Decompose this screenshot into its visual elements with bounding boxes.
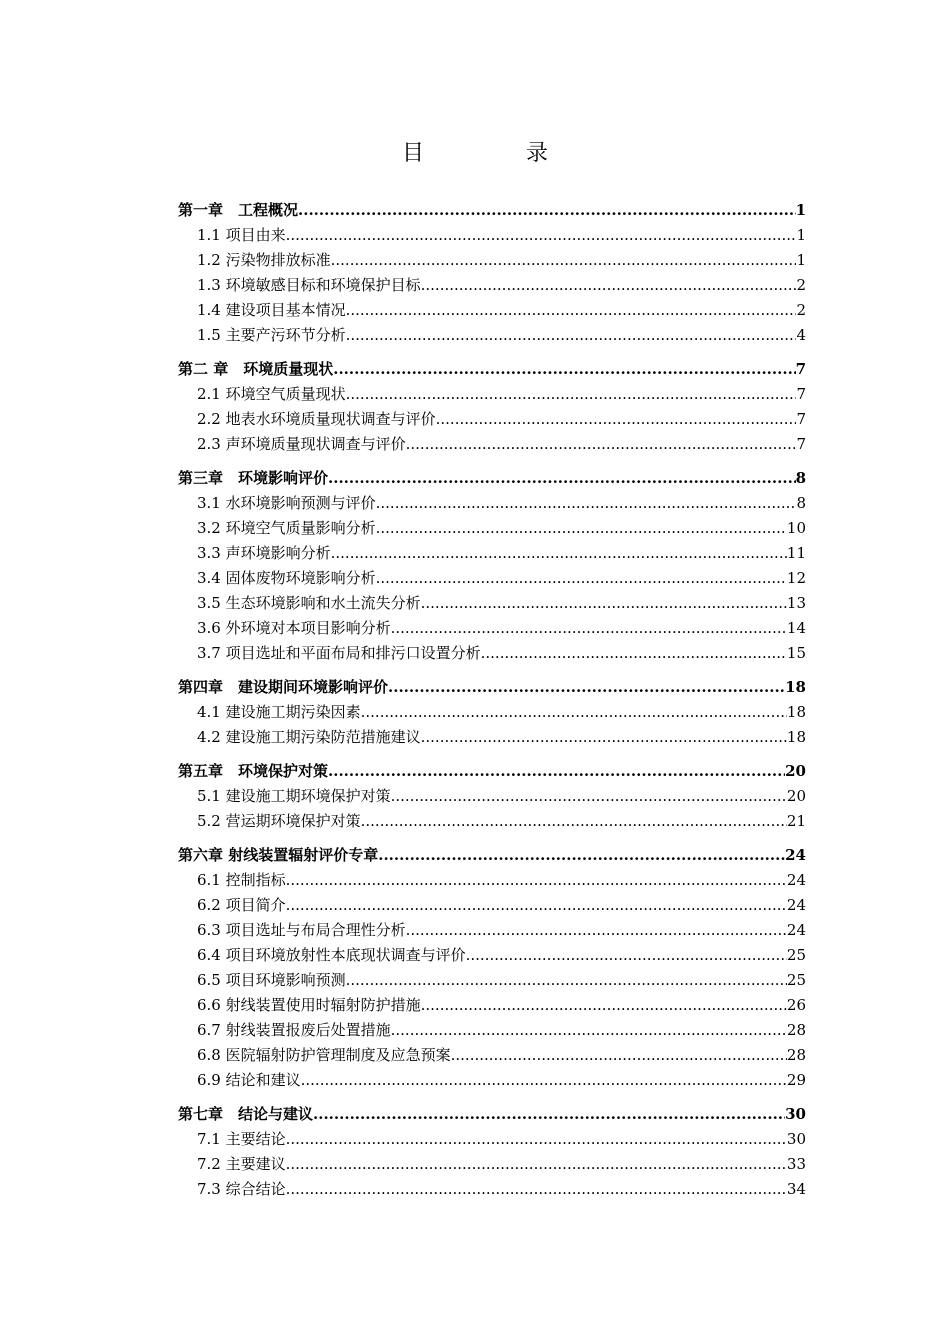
toc-section-entry-page-number: 2: [796, 276, 806, 294]
dot-leader: [378, 843, 785, 868]
toc-chapter-entry-page-number: 24: [785, 846, 806, 864]
dot-leader: [346, 298, 797, 323]
toc-section-entry-page-number: 12: [786, 569, 806, 587]
toc-section-entry-label: 1.5 主要产污环节分析: [197, 326, 346, 344]
dot-leader: [466, 943, 787, 968]
toc-section-entry-label: 5.1 建设施工期环境保护对策: [197, 787, 391, 805]
dot-leader: [406, 432, 797, 457]
toc-section-entry-page-number: 1: [796, 251, 806, 269]
toc-section-entry[interactable]: [178, 725, 806, 750]
dot-leader: [376, 566, 787, 591]
toc-chapter-entry-page-number: 30: [785, 1105, 806, 1123]
dot-leader: [286, 1127, 787, 1152]
toc-section-entry-label: 3.2 环境空气质量影响分析: [197, 519, 376, 537]
toc-chapter-entry[interactable]: [178, 466, 806, 491]
dot-leader: [376, 491, 797, 516]
toc-section-entry[interactable]: [178, 382, 806, 407]
toc-section-entry-label: 3.6 外环境对本项目影响分析: [197, 619, 391, 637]
toc-section-entry-page-number: 8: [796, 494, 806, 512]
dot-leader: [286, 868, 787, 893]
dot-leader: [346, 323, 797, 348]
toc-section-entry[interactable]: [178, 432, 806, 457]
toc-chapter-entry-label: 第三章 环境影响评价: [178, 469, 329, 487]
toc-chapter-entry[interactable]: [178, 198, 806, 223]
toc-section-entry-page-number: 15: [786, 644, 806, 662]
toc-section-entry-page-number: 24: [786, 921, 806, 939]
dot-leader: [406, 918, 787, 943]
toc-section-entry-label: 6.4 项目环境放射性本底现状调查与评价: [197, 946, 466, 964]
dot-leader: [286, 893, 787, 918]
toc-section-entry-page-number: 4: [796, 326, 806, 344]
toc-section-entry[interactable]: [178, 541, 806, 566]
dot-leader: [391, 1018, 787, 1043]
toc-section-entry-page-number: 26: [786, 996, 806, 1014]
dot-leader: [376, 516, 787, 541]
toc-title: 目 录: [401, 141, 588, 166]
toc-section-entry[interactable]: [178, 298, 806, 323]
dot-leader: [421, 993, 787, 1018]
dot-leader: [481, 641, 787, 666]
toc-section-entry-page-number: 18: [786, 703, 806, 721]
dot-leader: [391, 616, 787, 641]
toc-section-entry-label: 6.7 射线装置报废后处置措施: [197, 1021, 391, 1039]
toc-section-entry-label: 7.1 主要结论: [197, 1130, 286, 1148]
table-of-contents: [178, 198, 806, 1202]
toc-section-entry-label: 4.1 建设施工期污染因素: [197, 703, 361, 721]
toc-section-entry-label: 6.8 医院辐射防护管理制度及应急预案: [197, 1046, 451, 1064]
toc-chapter-entry-label: 第六章 射线装置辐射评价专章: [178, 846, 379, 864]
toc-section-entry[interactable]: [178, 1152, 806, 1177]
toc-section-entry-label: 1.3 环境敏感目标和环境保护目标: [197, 276, 421, 294]
toc-chapter-entry-label: 第七章 结论与建议: [178, 1105, 314, 1123]
dot-leader: [421, 725, 787, 750]
toc-section-entry-page-number: 14: [786, 619, 806, 637]
dot-leader: [286, 1152, 787, 1177]
toc-section-entry-page-number: 25: [786, 971, 806, 989]
toc-section-entry-label: 6.2 项目简介: [197, 896, 286, 914]
toc-chapter-entry[interactable]: [178, 357, 806, 382]
toc-section-entry[interactable]: [178, 784, 806, 809]
toc-section-entry-label: 3.7 项目选址和平面布局和排污口设置分析: [197, 644, 481, 662]
toc-section-entry-page-number: 2: [796, 301, 806, 319]
toc-section-entry[interactable]: [178, 407, 806, 432]
dot-leader: [286, 223, 797, 248]
toc-section-entry-label: 3.1 水环境影响预测与评价: [197, 494, 376, 512]
toc-section-entry[interactable]: [178, 323, 806, 348]
toc-section-entry-label: 6.6 射线装置使用时辐射防护措施: [197, 996, 421, 1014]
dot-leader: [333, 357, 795, 382]
toc-section-entry-page-number: 25: [786, 946, 806, 964]
dot-leader: [328, 759, 785, 784]
toc-section-entry[interactable]: [178, 491, 806, 516]
toc-section-entry[interactable]: [178, 918, 806, 943]
toc-section-entry-label: 6.1 控制指标: [197, 871, 286, 889]
dot-leader: [421, 591, 787, 616]
toc-section-entry-label: 3.5 生态环境影响和水土流失分析: [197, 594, 421, 612]
toc-section-entry-page-number: 1: [796, 226, 806, 244]
toc-chapter-entry-page-number: 1: [795, 201, 806, 219]
toc-section-entry[interactable]: [178, 248, 806, 273]
toc-section-entry[interactable]: [178, 1068, 806, 1093]
toc-section-entry[interactable]: [178, 809, 806, 834]
toc-chapter-entry-page-number: 7: [795, 360, 806, 378]
toc-section-entry-label: 1.1 项目由来: [197, 226, 286, 244]
toc-section-entry-page-number: 34: [786, 1180, 806, 1198]
toc-section-entry[interactable]: [178, 1127, 806, 1152]
toc-section-entry[interactable]: [178, 968, 806, 993]
dot-leader: [391, 784, 787, 809]
toc-section-entry-page-number: 28: [786, 1021, 806, 1039]
toc-chapter-entry[interactable]: [178, 843, 806, 868]
toc-section-entry[interactable]: [178, 1177, 806, 1202]
toc-section-entry-label: 1.4 建设项目基本情况: [197, 301, 346, 319]
dot-leader: [451, 1043, 787, 1068]
toc-section-entry-page-number: 24: [786, 871, 806, 889]
toc-section-entry-page-number: 30: [786, 1130, 806, 1148]
toc-section-entry-page-number: 33: [786, 1155, 806, 1173]
toc-section-entry[interactable]: [178, 591, 806, 616]
toc-section-entry-label: 3.4 固体废物环境影响分析: [197, 569, 376, 587]
toc-chapter-entry[interactable]: [178, 675, 806, 700]
toc-chapter-entry[interactable]: [178, 1102, 806, 1127]
toc-section-entry-page-number: 11: [786, 544, 806, 562]
toc-section-entry[interactable]: [178, 616, 806, 641]
toc-section-entry[interactable]: [178, 566, 806, 591]
toc-section-entry-page-number: 18: [786, 728, 806, 746]
toc-section-entry-label: 6.9 结论和建议: [197, 1071, 301, 1089]
toc-chapter-entry[interactable]: [178, 759, 806, 784]
toc-section-entry-label: 2.3 声环境质量现状调查与评价: [197, 435, 406, 453]
toc-section-entry-page-number: 13: [786, 594, 806, 612]
toc-section-entry[interactable]: [178, 641, 806, 666]
dot-leader: [388, 675, 785, 700]
toc-section-entry-label: 2.1 环境空气质量现状: [197, 385, 346, 403]
toc-chapter-entry-label: 第二 章 环境质量现状: [178, 360, 334, 378]
dot-leader: [421, 273, 797, 298]
toc-section-entry-label: 7.2 主要建议: [197, 1155, 286, 1173]
dot-leader: [331, 248, 797, 273]
toc-section-entry-label: 3.3 声环境影响分析: [197, 544, 331, 562]
dot-leader: [436, 407, 797, 432]
toc-section-entry-page-number: 7: [796, 385, 806, 403]
toc-section-entry[interactable]: [178, 1018, 806, 1043]
toc-chapter-entry-page-number: 8: [795, 469, 806, 487]
toc-section-entry-label: 7.3 综合结论: [197, 1180, 286, 1198]
toc-section-entry-label: 6.3 项目选址与布局合理性分析: [197, 921, 406, 939]
toc-section-entry-label: 1.2 污染物排放标准: [197, 251, 331, 269]
toc-section-entry-page-number: 21: [786, 812, 806, 830]
dot-leader: [331, 541, 787, 566]
toc-section-entry-label: 4.2 建设施工期污染防范措施建议: [197, 728, 421, 746]
toc-section-entry[interactable]: [178, 1043, 806, 1068]
toc-section-entry[interactable]: [178, 273, 806, 298]
dot-leader: [361, 809, 787, 834]
toc-chapter-entry-page-number: 18: [785, 678, 806, 696]
dot-leader: [346, 382, 797, 407]
toc-section-entry[interactable]: [178, 700, 806, 725]
dot-leader: [346, 968, 787, 993]
toc-chapter-entry-label: 第一章 工程概况: [178, 201, 299, 219]
toc-section-entry[interactable]: [178, 893, 806, 918]
toc-section-entry[interactable]: [178, 868, 806, 893]
toc-chapter-entry-label: 第五章 环境保护对策: [178, 762, 329, 780]
toc-chapter-entry-page-number: 20: [785, 762, 806, 780]
toc-section-entry-page-number: 10: [786, 519, 806, 537]
toc-section-entry-page-number: 7: [796, 410, 806, 428]
dot-leader: [328, 466, 796, 491]
dot-leader: [286, 1177, 787, 1202]
toc-section-entry-label: 6.5 项目环境影响预测: [197, 971, 346, 989]
dot-leader: [313, 1102, 785, 1127]
toc-section-entry[interactable]: [178, 223, 806, 248]
toc-section-entry-label: 5.2 营运期环境保护对策: [197, 812, 361, 830]
toc-section-entry-label: 2.2 地表水环境质量现状调查与评价: [197, 410, 436, 428]
dot-leader: [298, 198, 796, 223]
toc-section-entry-page-number: 29: [786, 1071, 806, 1089]
toc-chapter-entry-label: 第四章 建设期间环境影响评价: [178, 678, 389, 696]
dot-leader: [301, 1068, 787, 1093]
toc-section-entry[interactable]: [178, 516, 806, 541]
toc-section-entry-page-number: 20: [786, 787, 806, 805]
dot-leader: [361, 700, 787, 725]
toc-section-entry[interactable]: [178, 993, 806, 1018]
toc-section-entry-page-number: 7: [796, 435, 806, 453]
toc-section-entry-page-number: 28: [786, 1046, 806, 1064]
toc-section-entry[interactable]: [178, 943, 806, 968]
toc-section-entry-page-number: 24: [786, 896, 806, 914]
